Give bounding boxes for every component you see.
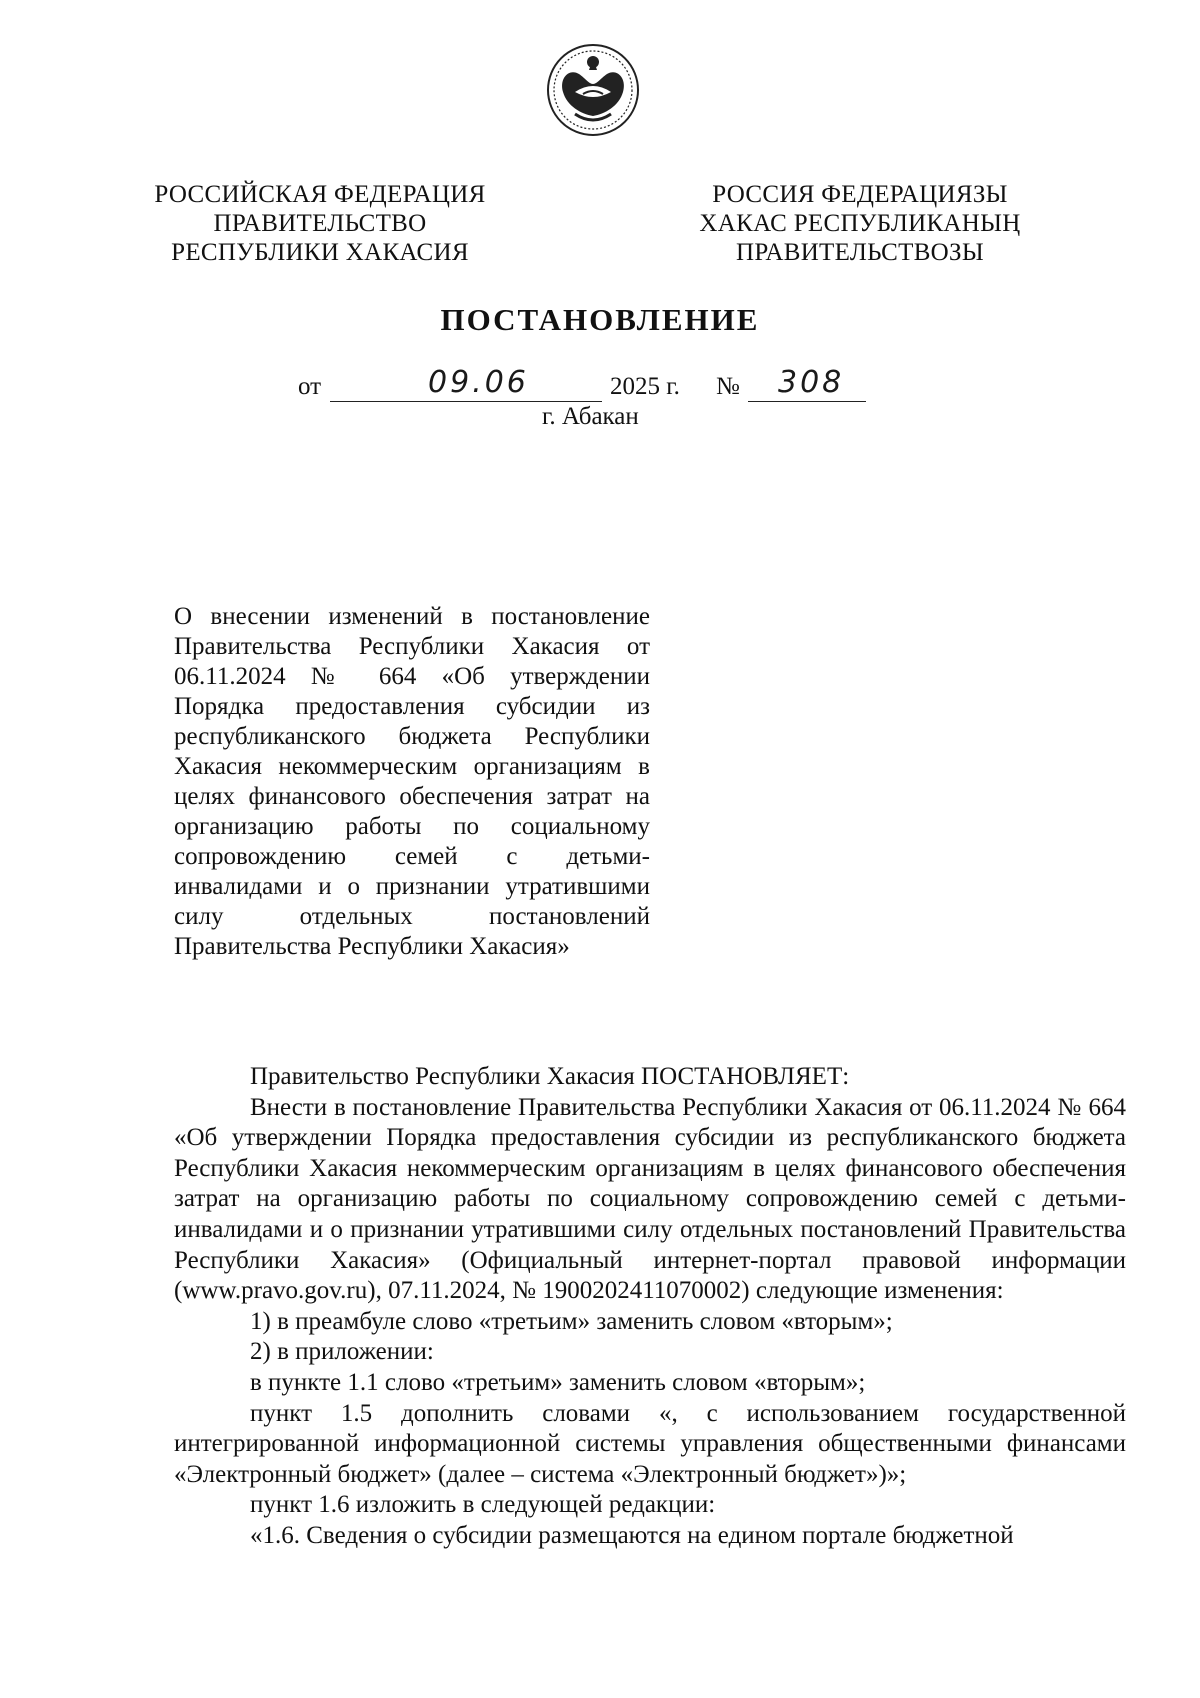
number-handwritten: 308 bbox=[778, 365, 845, 400]
year-label: 2025 г. bbox=[610, 373, 680, 400]
header-left-line1: РОССИЙСКАЯ ФЕДЕРАЦИЯ bbox=[154, 181, 486, 208]
header-left-line3: РЕСПУБЛИКИ ХАКАСИЯ bbox=[171, 239, 469, 266]
number-label: № bbox=[716, 373, 740, 400]
date-line bbox=[298, 367, 898, 407]
body-paragraph-7: пункт 1.6 изложить в следующей редакции: bbox=[250, 1491, 716, 1519]
date-handwritten: 09.06 bbox=[428, 365, 529, 400]
document-title: ПОСТАНОВЛЕНИЕ bbox=[440, 302, 760, 337]
document-body bbox=[174, 1062, 1126, 1552]
body-paragraph-2: Внести в постановление Правительства Республики Хакасия от 06.11.2024 № 664 «Об утверждении Порядка предоставления субсидии из республиканского бюджета Республики Хакасия некоммерческим организациям в целях финансового обеспечения затрат на организацию работы по социальному сопровождению семей с детьми-инвалидами и о признании утратившими силу отдельных постановлений Правительства Республики Хакасия» (Официальный интернет-портал правовой информации (www.pravo.gov.ru), 07.11.2024, № 1900202411070002) следующие изменения: bbox=[174, 1093, 1126, 1305]
header-left-line2: ПРАВИТЕЛЬСТВО bbox=[213, 210, 427, 237]
document-subject: О внесении изменений в постановление Правительства Республики Хакасия от 06.11.2024 № 664 «Об утверждении Порядка предоставления субсидии из республиканского бюджета Республики Хакасия некоммерческим организациям в целях финансового обеспечения затрат на организацию работы по социальному сопровождению семей с детьми-инвалидами и о признании утратившими силу отдельных постановлений Правительства Республики Хакасия» bbox=[174, 603, 650, 960]
hakassia-coat-of-arms-icon bbox=[545, 40, 641, 140]
header-left-block bbox=[150, 180, 490, 267]
header-right-block bbox=[690, 180, 1030, 267]
city-label: г. Абакан bbox=[542, 403, 639, 430]
body-paragraph-5: в пункте 1.1 слово «третьим» заменить словом «вторым»; bbox=[250, 1368, 866, 1396]
number-underline bbox=[748, 401, 866, 402]
body-paragraph-8: «1.6. Сведения о субсидии размещаются на едином портале бюджетной bbox=[250, 1521, 1014, 1549]
coat-of-arms-emblem bbox=[545, 40, 641, 140]
body-paragraph-3: 1) в преамбуле слово «третьим» заменить словом «вторым»; bbox=[250, 1307, 893, 1335]
body-paragraph-4: 2) в приложении: bbox=[250, 1338, 434, 1366]
date-underline bbox=[330, 401, 602, 402]
header-right-line1: РОССИЯ ФЕДЕРАЦИЯЗЫ bbox=[712, 181, 1008, 208]
body-paragraph-6: пункт 1.5 дополнить словами «, с использованием государственной интегрированной информационной системы управления общественными финансами «Электронный бюджет» (далее – система «Электронный бюджет»)»; bbox=[174, 1399, 1126, 1488]
header-right-line2: ХАКАС РЕСПУБЛИКАНЫҢ bbox=[699, 210, 1021, 237]
date-prefix: от bbox=[298, 373, 322, 400]
header-right-line3: ПРАВИТЕЛЬСТВОЗЫ bbox=[736, 239, 984, 266]
body-paragraph-1: Правительство Республики Хакасия ПОСТАНОВЛЯЕТ: bbox=[250, 1063, 850, 1090]
